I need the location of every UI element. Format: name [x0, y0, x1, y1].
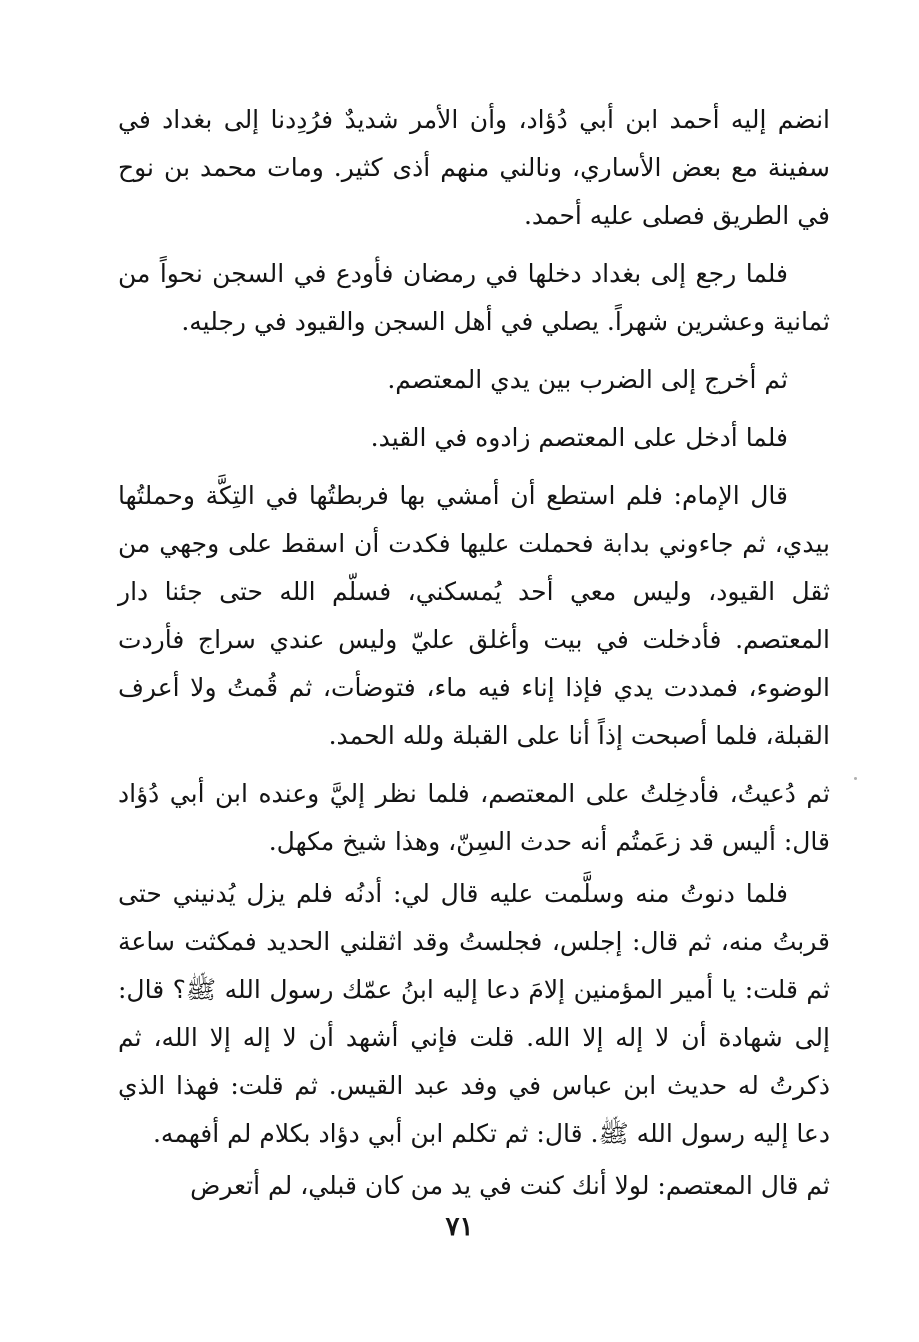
paragraph-4: فلما أدخل على المعتصم زادوه في القيد.	[370, 423, 788, 452]
paragraph-8: ثم قال المعتصم: لولا أنك كنت في يد من كان قبلي، لم أتعرض	[190, 1171, 830, 1200]
paragraph-6: ثم دُعيتُ، فأدخِلتُ على المعتصم، فلما نظر إليَّ وعنده ابن أبي دُؤاد قال: أليس قد زعَمتُم أنه حدث السِنّ، وهذا شيخ مكهل.	[118, 779, 830, 856]
paragraph-5: قال الإمام: فلم استطع أن أمشي بها فربطتُها في التِكَّة وحملتُها بيدي، ثم جاءوني بدابة فحملت عليها فكدت أن اسقط على وجهي من ثقل القيود، وليس معي أحد يُمسكني، فسلّم الله حتى جئنا دار المعتصم. فأدخلت في بيت وأغلق عليّ وليس عندي سراج فأردت الوضوء، فمددت يدي فإذا إناء فيه ماء، فتوضأت، ثم قُمتُ ولا أعرف القبلة، فلما أصبحت إذاً أنا على القبلة ولله الحمد.	[118, 481, 830, 750]
page-number: ٧١	[445, 1212, 474, 1242]
paragraph-2: فلما رجع إلى بغداد دخلها في رمضان فأودع في السجن نحواً من ثمانية وعشرين شهراً. يصلي في أهل السجن والقيود في رجليه.	[118, 259, 830, 336]
paragraph-7: فلما دنوتُ منه وسلَّمت عليه قال لي: أدنُه فلم يزل يُدنيني حتى قربتُ منه، ثم قال: إجلس، فجلستُ وقد اثقلني الحديد فمكثت ساعة ثم قلت: يا أمير المؤمنين إلامَ دعا إليه ابنُ عمّك رسول الله ﷺ؟ قال: إلى شهادة أن لا إله إلا الله. قلت فإني أشهد أن لا إله إلا الله، ثم ذكرتُ له حديث ابن عباس في وفد عبد القيس. ثم قلت: فهذا الذي دعا إليه رسول الله ﷺ. قال: ثم تكلم ابن أبي دؤاد بكلام لم أفهمه.	[118, 879, 830, 1148]
paragraph-1: انضم إليه أحمد ابن أبي دُؤاد، وأن الأمر شديدٌ فرُدِدنا إلى بغداد في سفينة مع بعض الأساري، ونالني منهم أذى كثير. ومات محمد بن نوح في الطريق فصلى عليه أحمد.	[118, 105, 830, 230]
body-text	[118, 96, 830, 1210]
scan-speck	[854, 777, 857, 780]
paragraph-3: ثم أخرج إلى الضرب بين يدي المعتصم.	[387, 365, 788, 394]
